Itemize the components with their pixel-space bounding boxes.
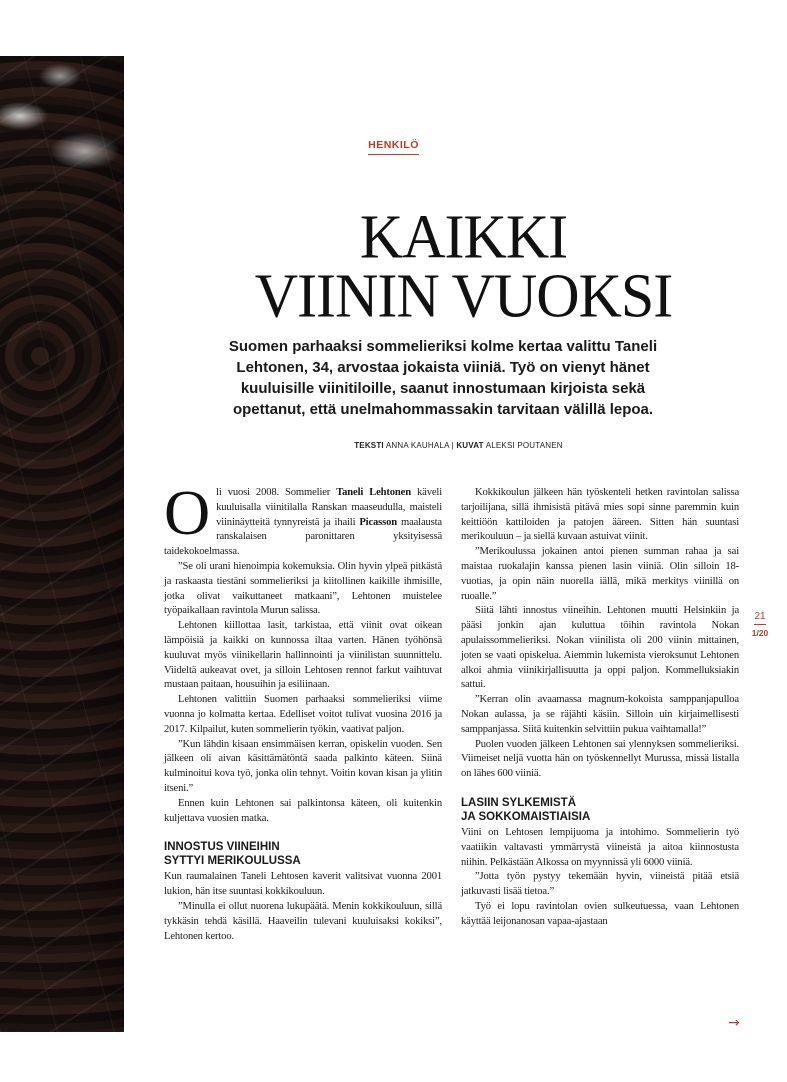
photo-credit-label: KUVAT: [456, 441, 484, 450]
article-paragraph: Ennen kuin Lehtonen sai palkintonsa käteen, oli kuitenkin kuljettava vuosien matka.: [164, 797, 442, 824]
article-paragraph: ”Merikoulussa jokainen antoi pienen summan rahaa ja sai maistaa ruokalajin kanssa pienen lasin viiniä. Olin silloin 18-vuotias, ja opin näin nuorella iällä, mikä merkitys viinillä on ruoalle.”: [461, 546, 739, 602]
article-paragraph: [164, 477, 442, 560]
article-paragraph: Puolen vuoden jälkeen Lehtonen sai ylennyksen sommelieriksi. Viimeiset neljä vuotta hän on työskennellyt Murussa, missä listalla on lähes 600 viiniä.: [461, 738, 739, 780]
drop-cap: O: [164, 477, 211, 548]
article-paragraph: ”Se oli urani hienoimpia kokemuksia. Olin hyvin ylpeä pitkästä ja raskaasta tiestäni sommelieriksi ja kiitollinen kaikille ihmisille, jotka olivat vaikuttaneet matkaani”, Lehtonen muistelee työpaikallaan ravintola Murun salissa.: [164, 560, 442, 617]
article-paragraph: ”Kerran olin avaamassa magnum-kokoista samppanjapulloa Nokan aulassa, ja se räjähti käsiin. Silloin uin kirjaimellisesti samppanjassa. Siitä kuitenkin selvittiin pukua vaihtamalla!”: [461, 694, 739, 735]
article-paragraph: Kokkikoulun jälkeen hän työskenteli hetken ravintolan salissa tarjoilijana, sillä ihmisistä pitävä mies sopi sinne paremmin kuin keittiöön kattiloiden ja patojen ääreen. Sitten hän suuntasi merikouluun – ja siellä kuvaan astuivat viinit.: [461, 487, 739, 543]
photo-credit-author: ALEKSI POUTANEN: [485, 441, 563, 450]
paragraph-text: maalausta ranskalaisen paronittaren yksityisessä taidekokoelmassa.: [164, 516, 442, 558]
subheading-line: SYTTYI MERIKOULUSSA: [164, 855, 301, 868]
article-column-2: [461, 486, 739, 930]
headline-line-1: KAIKKI: [359, 201, 568, 272]
arrow-right-icon[interactable]: →: [728, 1015, 740, 1031]
paragraph-text: käveli kuuluisalla viinitilalla Ranskan maaseudulla, maisteli viininäytteitä tynnyreistä ja ihaili: [216, 487, 442, 528]
paragraph-text: li vuosi 2008. Sommelier: [216, 487, 337, 498]
subheading-line: INNOSTUS VIINEIHIN: [164, 841, 280, 854]
article-paragraph: Viini on Lehtosen lempijuoma ja intohimo. Sommelierin työ vaatiikin valtavasti ymmärrystä viineistä ja aitoa kiinnostusta niihin. Pelkästään Alkossa on myynnissä yli 6000 viiniä.: [461, 826, 739, 868]
article-paragraph: Lehtonen valittiin Suomen parhaaksi sommelieriksi viime vuonna jo kolmatta kertaa. Edelliset voitot tulivat vuosina 2016 ja 2017. Kilpailut, kuten sommelierin työkin, vaativat paljon.: [164, 694, 442, 735]
page-number: [746, 606, 774, 638]
text-credit-author: ANNA KAUHALA: [385, 441, 450, 450]
cellar-photo: [0, 56, 124, 1032]
lead-paragraph: Suomen parhaaksi sommelieriksi kolme kertaa valittu Taneli Lehtonen, 34, arvostaa jokaista viiniä. Työ on vienyt hänet kuuluisille viinitiloille, saanut innostumaan kirjoista sekä opettanut, että unelmahommassakin tarvitaan välillä lepoa.: [228, 338, 658, 418]
subheading: [461, 796, 739, 824]
article-paragraph: Kun raumalainen Taneli Lehtosen kaverit valitsivat vuonna 2001 lukion, hän itse suuntasi kokkikouluun.: [164, 871, 442, 898]
section-label: HENKILÖ: [368, 139, 419, 155]
article-column-1: [164, 477, 442, 944]
article-paragraph: Lehtonen kiillottaa lasit, tarkistaa, että viinit ovat oikean lämpöisiä ja kaikki on kunnossa iltaa varten. Hänen työhönsä kuuluvat myös viinikellarin hallinnointi ja viinilistan suunnittelu. Viideltä aukeavat ovet, ja silloin Lehtosen rennot farkut vaihtuvat mustaan paitaan, housuihin ja esiliinaan.: [164, 620, 442, 691]
subheading-line: JA SOKKOMAISTIAISIA: [461, 810, 591, 823]
credit-separator: |: [451, 441, 454, 450]
article-paragraph: Siitä lähti innostus viineihin. Lehtonen muutti Helsinkiin ja pääsi jonkin ajan kuluttua töihin ravintola Nokan apulaissommelieriksi. Nokan viinilista oli 200 viinin mittainen, joten se vaati opiskelua. Aiemmin lukemista vieroksunut Lehtonen alkoi ahmia viinikirjallisuutta ja oppi paljon. Kommelluksiakin sattui.: [461, 605, 739, 691]
subheading: [164, 840, 442, 868]
text-credit-label: TEKSTI: [354, 441, 384, 450]
article-paragraph: ”Minulla ei ollut nuorena lukupäätä. Menin kokkikouluun, sillä tykkäsin tehdä käsillä. Haaveilin tulevani kuuluisaksi kokiksi”, Lehtonen kertoo.: [164, 900, 442, 942]
article-paragraph: Työ ei lopu ravintolan ovien sulkeutuessa, vaan Lehtonen käyttää leijonanosan vapaa-ajastaan: [461, 900, 739, 927]
headline-line-2: VIININ VUOKSI: [254, 260, 673, 331]
page-number-total: 1/20: [751, 628, 769, 638]
subheading-line: LASIIN SYLKEMISTÄ: [461, 796, 577, 809]
headline: [140, 201, 787, 331]
name-highlight: Taneli Lehtonen: [336, 487, 411, 498]
page-number-current: 21: [754, 611, 765, 625]
article-paragraph: ”Kun lähdin kisaan ensimmäisen kerran, opiskelin vuoden. Sen jälkeen oli aivan käsittämätöntä saada palkinto käteen. Siinä kulminoitui kova työ, jonka olin tehnyt. Voitin kovan kisan ja ylitin itseni.”: [164, 738, 442, 794]
article-paragraph: ”Jotta työn pystyy tekemään hyvin, viineistä pitää etsiä jatkuvasti lisää tietoa.”: [461, 871, 739, 898]
name-highlight: Picasson: [359, 516, 398, 528]
credits: [130, 441, 787, 450]
section-tag: [0, 139, 787, 151]
